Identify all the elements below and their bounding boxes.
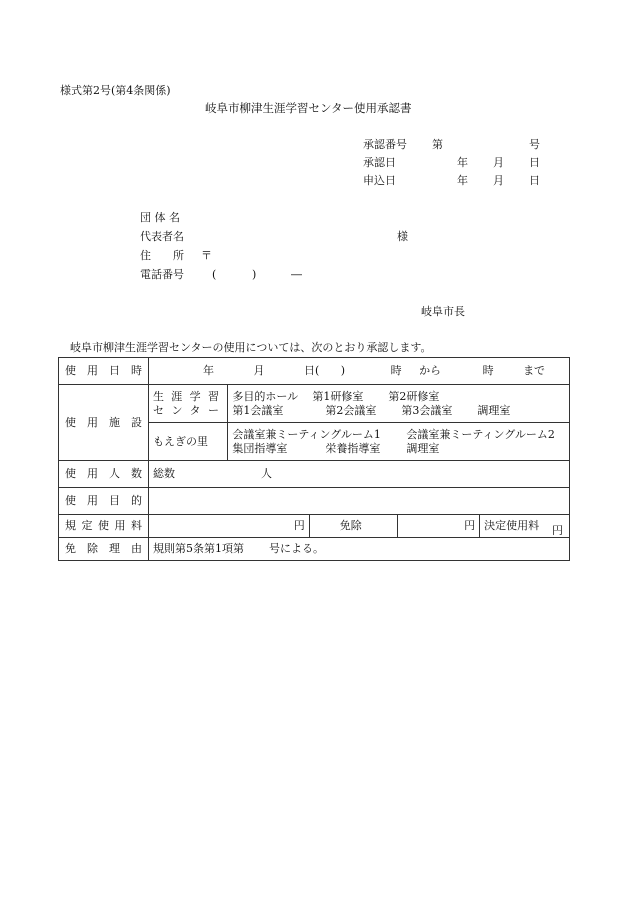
approval-number-dai: 第 (432, 138, 443, 151)
mayor-label: 岐阜市長 (421, 305, 465, 318)
people-value (148, 461, 569, 488)
address-label: 住 所 (140, 249, 184, 262)
room-cooking-moegi: 調理室 (406, 441, 440, 455)
document-title: 岐阜市柳津生涯学習センター使用承認書 (205, 101, 412, 115)
facility-label: 使用施設 (59, 385, 149, 461)
dt-year: 年 (202, 364, 214, 377)
row-usage-datetime (59, 358, 570, 385)
room-nutrition-guidance: 栄養指導室 (325, 441, 381, 455)
intro-text: 岐阜市柳津生涯学習センターの使用については、次のとおり承認します。 (70, 341, 432, 354)
phone-paren-close: ) (252, 268, 257, 281)
people-unit: 人 (260, 467, 272, 480)
fee-amount: 円 (148, 515, 309, 538)
approval-date-month: 月 (493, 156, 504, 169)
dt-month: 月 (253, 364, 265, 377)
honorific-sama: 様 (397, 230, 408, 243)
reason-value (148, 538, 569, 561)
room-cooking-center: 調理室 (477, 403, 511, 417)
moegi-label: もえぎの里 (148, 423, 227, 461)
row-facility-center (59, 385, 570, 423)
room-meeting-3: 第3会議室 (401, 403, 453, 417)
usage-datetime-label: 使用日時 (59, 358, 149, 385)
center-label (148, 385, 227, 423)
form-number: 様式第2号(第4条関係) (60, 84, 171, 97)
row-purpose (59, 488, 570, 515)
fee-label: 規定使用料 (59, 515, 149, 538)
center-rooms (228, 385, 570, 423)
apply-date-month: 月 (493, 174, 504, 187)
phone-paren-open: ( (212, 268, 217, 281)
dt-day: 日( (303, 364, 320, 377)
representative-label: 代表者名 (140, 230, 184, 243)
postal-mark: 〒 (201, 249, 212, 262)
dt-hour-to: 時 (482, 364, 494, 377)
room-meeting-ml-1: 会議室兼ミーティングルーム1 (232, 427, 381, 441)
people-total-label: 総数 (152, 467, 175, 480)
room-meeting-ml-2: 会議室兼ミーティングルーム2 (406, 427, 555, 441)
room-multipurpose-hall: 多目的ホール (232, 389, 299, 403)
apply-date-day: 日 (529, 174, 540, 187)
approval-number-go: 号 (529, 138, 540, 151)
purpose-label: 使用目的 (59, 488, 149, 515)
room-training-1: 第1研修室 (312, 389, 364, 403)
center-label-line1: 生涯学習 (152, 389, 219, 403)
approval-number-label: 承認番号 (363, 138, 407, 151)
dt-kara: から (419, 364, 442, 377)
dt-hour-from: 時 (390, 364, 402, 377)
fee-exempt-amount: 円 (397, 515, 480, 538)
people-label: 使用人数 (59, 461, 149, 488)
purpose-value (148, 488, 569, 515)
row-people (59, 461, 570, 488)
dt-paren-close: ) (340, 364, 346, 377)
dt-made: まで (523, 364, 546, 377)
reason-text-part2: 号による。 (268, 542, 324, 555)
room-meeting-2: 第2会議室 (325, 403, 377, 417)
approval-table (58, 357, 570, 561)
apply-date-year: 年 (457, 174, 468, 187)
row-reason (59, 538, 570, 561)
reason-text-part1: 規則第5条第1項第 (152, 542, 244, 555)
fee-exempt-text: 免除 (339, 519, 362, 532)
phone-dash: ― (291, 268, 302, 281)
approval-date-label: 承認日 (363, 156, 396, 169)
moegi-rooms (228, 423, 570, 461)
group-name-label: 団 体 名 (140, 211, 180, 224)
fee-decided-label: 決定使用料 (484, 519, 540, 532)
fee-exempt-label (309, 515, 397, 538)
approval-date-year: 年 (457, 156, 468, 169)
reason-label: 免除理由 (59, 538, 149, 561)
center-label-line2: センター (152, 403, 219, 417)
usage-datetime-value (148, 358, 569, 385)
apply-date-label: 申込日 (363, 174, 396, 187)
room-group-guidance: 集団指導室 (232, 441, 288, 455)
row-fee (59, 515, 570, 538)
phone-label: 電話番号 (140, 268, 184, 281)
fee-decided-yen: 円 (552, 524, 563, 537)
approval-date-day: 日 (529, 156, 540, 169)
room-training-2: 第2研修室 (388, 389, 440, 403)
room-meeting-1: 第1会議室 (232, 403, 284, 417)
